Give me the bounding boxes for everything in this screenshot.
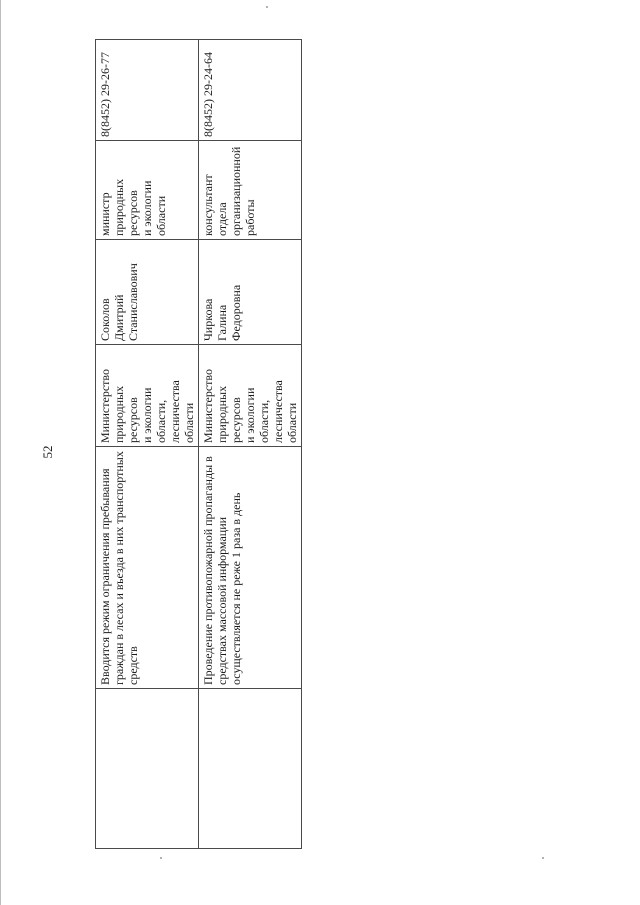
organization-text: Министерство природных ресурсов и экологии области, лесничества области: [201, 369, 299, 443]
table-row: [96, 40, 199, 849]
responsible-name: Соколов Дмитрий Станиславович: [98, 263, 140, 341]
responsible-name-cell: [96, 240, 199, 345]
position-cell: [96, 141, 199, 240]
phone-cell: [96, 40, 199, 141]
organization-cell: [199, 345, 302, 447]
scan-speck: [160, 857, 162, 859]
event-cell: [96, 447, 199, 689]
phone-number: 8(8452) 29-24-64: [201, 52, 215, 137]
row-number-cell: [199, 689, 302, 849]
responsible-name-cell: [199, 240, 302, 345]
table-container: [95, 40, 302, 849]
responsible-name: Чиркова Галина Федоровна: [201, 284, 243, 341]
position-text: министр природных ресурсов и экологии области: [98, 178, 168, 236]
organization-cell: [96, 345, 199, 447]
event-text: Вводится режим ограничения пребывания граждан в лесах и въезда в них транспортных средств: [98, 451, 140, 685]
event-cell: [199, 447, 302, 689]
scan-speck: [266, 6, 268, 8]
phone-cell: [199, 40, 302, 141]
page-number: 52: [40, 445, 55, 459]
table-row: [199, 40, 302, 849]
position-text: консультант отдела организационной работы: [201, 146, 257, 236]
page-edge-line: [0, 0, 1, 905]
event-text: Проведение противопожарной пропаганды в средствах массовой информации осуществляется не реже 1 раза в день: [201, 456, 243, 685]
position-cell: [199, 141, 302, 240]
responsibility-table: [95, 39, 302, 849]
phone-number: 8(8452) 29-26-77: [98, 52, 112, 137]
row-number-cell: [96, 689, 199, 849]
organization-text: Министерство природных ресурсов и экологии области, лесничества области: [98, 369, 196, 443]
scan-speck: [542, 857, 544, 859]
